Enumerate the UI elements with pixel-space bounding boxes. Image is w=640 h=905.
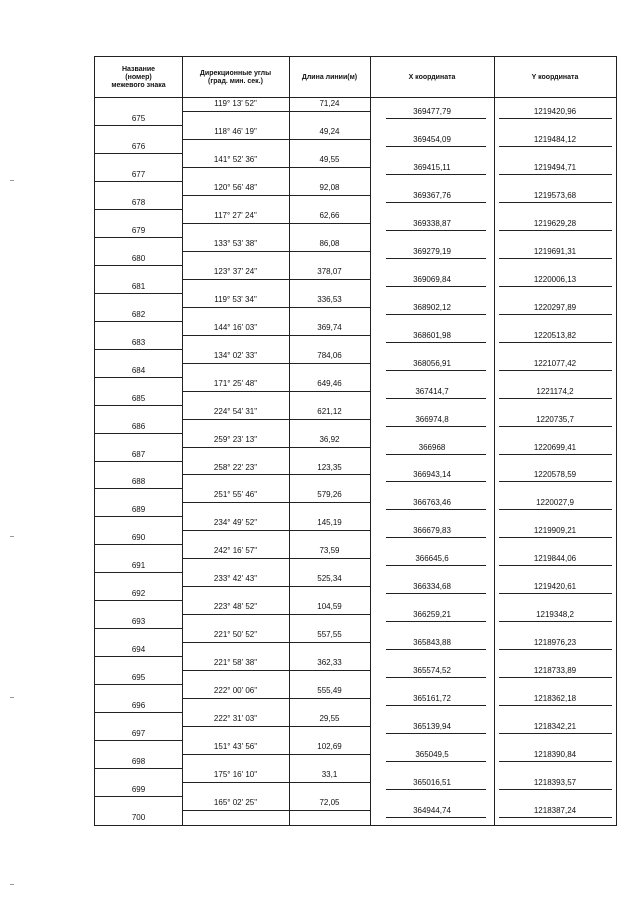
row-divider bbox=[386, 286, 486, 287]
line-length-cell: 49,55 bbox=[319, 154, 340, 164]
y-coordinate-cell: 1218342,21 bbox=[533, 722, 577, 732]
row-divider bbox=[499, 705, 612, 706]
point-name-cell: 700 bbox=[131, 813, 146, 823]
row-divider bbox=[182, 586, 370, 587]
point-name-cell: 675 bbox=[131, 113, 146, 123]
row-divider bbox=[386, 565, 486, 566]
point-name-cell: 691 bbox=[131, 561, 146, 571]
line-length-cell: 525,34 bbox=[317, 574, 342, 584]
row-divider bbox=[499, 258, 612, 259]
direction-angle-cell: 119° 53' 34" bbox=[214, 294, 257, 304]
row-divider bbox=[95, 181, 182, 182]
line-length-cell: 104,59 bbox=[317, 602, 342, 612]
header-direction-angle: Дирекционные углы (град. мин. сек.) bbox=[199, 69, 272, 85]
direction-angle-cell: 259° 23' 13" bbox=[213, 434, 258, 444]
line-length-cell: 86,08 bbox=[319, 238, 340, 248]
row-divider bbox=[386, 817, 486, 818]
row-divider bbox=[95, 572, 182, 573]
row-divider bbox=[499, 426, 612, 427]
y-coordinate-cell: 1219573,68 bbox=[533, 190, 577, 200]
x-coordinate-cell: 369367,76 bbox=[413, 190, 451, 200]
direction-angle-cell: 222° 00' 06" bbox=[213, 686, 258, 696]
y-coordinate-cell: 1219348,2 bbox=[536, 610, 574, 620]
row-divider bbox=[499, 342, 612, 343]
row-divider bbox=[386, 789, 486, 790]
row-divider bbox=[95, 125, 182, 126]
scan-mark bbox=[10, 884, 14, 885]
row-divider bbox=[95, 684, 182, 685]
row-divider bbox=[95, 712, 182, 713]
line-length-cell: 579,26 bbox=[317, 490, 342, 500]
point-name-cell: 681 bbox=[131, 281, 146, 291]
row-divider bbox=[182, 698, 370, 699]
x-coordinate-cell: 369477,79 bbox=[413, 106, 451, 116]
row-divider bbox=[386, 593, 486, 594]
row-divider bbox=[95, 488, 182, 489]
header-x-coordinate: X координата bbox=[408, 73, 456, 81]
row-divider bbox=[499, 118, 612, 119]
y-coordinate-cell: 1220027,9 bbox=[536, 498, 574, 508]
row-divider bbox=[386, 621, 486, 622]
point-name-cell: 682 bbox=[131, 309, 146, 319]
x-coordinate-cell: 366763,46 bbox=[413, 498, 451, 508]
row-divider bbox=[499, 761, 612, 762]
point-name-cell: 693 bbox=[131, 617, 146, 627]
row-divider bbox=[386, 761, 486, 762]
scan-mark bbox=[10, 536, 14, 537]
row-divider bbox=[182, 111, 370, 112]
x-coordinate-cell: 365049,5 bbox=[415, 750, 449, 760]
y-coordinate-cell: 1219909,21 bbox=[533, 526, 577, 536]
point-name-cell: 678 bbox=[131, 197, 146, 207]
row-divider bbox=[386, 258, 486, 259]
row-divider bbox=[499, 677, 612, 678]
point-name-cell: 689 bbox=[131, 505, 146, 515]
direction-angle-cell: 141° 52' 36" bbox=[213, 154, 258, 164]
x-coordinate-cell: 365574,52 bbox=[413, 666, 451, 676]
row-divider bbox=[386, 342, 486, 343]
row-divider bbox=[95, 153, 182, 154]
y-coordinate-cell: 1220513,82 bbox=[533, 330, 577, 340]
y-coordinate-cell: 1220699,41 bbox=[533, 442, 577, 452]
x-coordinate-cell: 365843,88 bbox=[413, 638, 451, 648]
row-divider bbox=[182, 279, 370, 280]
row-divider bbox=[182, 614, 370, 615]
row-divider bbox=[182, 782, 370, 783]
row-divider bbox=[182, 474, 370, 475]
point-name-cell: 676 bbox=[131, 141, 146, 151]
x-coordinate-cell: 369454,09 bbox=[413, 134, 451, 144]
point-name-cell: 683 bbox=[131, 337, 146, 347]
point-name-cell: 698 bbox=[131, 757, 146, 767]
row-divider bbox=[182, 558, 370, 559]
y-coordinate-cell: 1219629,28 bbox=[533, 218, 577, 228]
row-divider bbox=[499, 649, 612, 650]
row-divider bbox=[499, 481, 612, 482]
row-divider bbox=[182, 754, 370, 755]
row-divider bbox=[386, 426, 486, 427]
row-divider bbox=[499, 733, 612, 734]
y-coordinate-cell: 1220578,59 bbox=[533, 470, 577, 480]
row-divider bbox=[95, 433, 182, 434]
line-length-cell: 145,19 bbox=[317, 518, 342, 528]
row-divider bbox=[386, 509, 486, 510]
x-coordinate-cell: 369069,84 bbox=[413, 274, 451, 284]
row-divider bbox=[182, 419, 370, 420]
scan-mark bbox=[10, 697, 14, 698]
point-name-cell: 696 bbox=[131, 701, 146, 711]
scan-mark bbox=[10, 180, 14, 181]
row-divider bbox=[182, 726, 370, 727]
row-divider bbox=[182, 251, 370, 252]
row-divider bbox=[386, 733, 486, 734]
direction-angle-cell: 134° 02' 33" bbox=[213, 350, 258, 360]
row-divider bbox=[182, 139, 370, 140]
direction-angle-cell: 222° 31' 03" bbox=[213, 714, 258, 724]
direction-angle-cell: 144° 16' 03" bbox=[213, 322, 258, 332]
row-divider bbox=[499, 314, 612, 315]
point-name-cell: 685 bbox=[131, 393, 146, 403]
row-divider bbox=[499, 454, 612, 455]
direction-angle-cell: 119° 13' 52" bbox=[214, 99, 257, 108]
header-line-length: Длина линии(м) bbox=[301, 73, 358, 81]
direction-angle-cell: 171° 25' 48" bbox=[213, 378, 258, 388]
row-divider bbox=[182, 335, 370, 336]
direction-angle-cell: 133° 53' 38" bbox=[213, 238, 258, 248]
direction-angle-cell: 118° 46' 19" bbox=[214, 126, 257, 136]
line-length-cell: 71,24 bbox=[319, 99, 340, 108]
y-coordinate-cell: 1221077,42 bbox=[533, 358, 577, 368]
line-length-cell: 378,07 bbox=[317, 266, 342, 276]
x-coordinate-cell: 365139,94 bbox=[413, 722, 451, 732]
y-coordinate-cell: 1220735,7 bbox=[536, 414, 574, 424]
row-divider bbox=[182, 167, 370, 168]
point-name-cell: 679 bbox=[131, 225, 146, 235]
row-divider bbox=[499, 621, 612, 622]
row-divider bbox=[499, 202, 612, 203]
header-point-name: Название (номер) межевого знака bbox=[111, 65, 166, 89]
x-coordinate-cell: 366334,68 bbox=[413, 582, 451, 592]
direction-angle-cell: 221° 58' 38" bbox=[213, 658, 258, 668]
y-coordinate-cell: 1218387,24 bbox=[533, 806, 577, 816]
y-coordinate-cell: 1220297,89 bbox=[533, 302, 577, 312]
row-divider bbox=[499, 230, 612, 231]
x-coordinate-cell: 368902,12 bbox=[413, 302, 451, 312]
direction-angle-cell: 120° 56' 48" bbox=[213, 182, 258, 192]
x-coordinate-cell: 366968 bbox=[418, 442, 446, 452]
row-divider bbox=[182, 223, 370, 224]
table-body bbox=[95, 98, 616, 825]
line-length-cell: 102,69 bbox=[317, 742, 342, 752]
row-divider bbox=[95, 265, 182, 266]
row-divider bbox=[386, 202, 486, 203]
row-divider bbox=[95, 461, 182, 462]
line-length-cell: 362,33 bbox=[317, 658, 342, 668]
point-name-cell: 684 bbox=[131, 365, 146, 375]
table-header bbox=[95, 57, 616, 98]
boundary-coordinates-table bbox=[94, 56, 617, 826]
row-divider bbox=[499, 286, 612, 287]
y-coordinate-cell: 1219494,71 bbox=[533, 162, 577, 172]
row-divider bbox=[182, 195, 370, 196]
x-coordinate-cell: 367414,7 bbox=[415, 386, 449, 396]
direction-angle-cell: 234° 49' 52" bbox=[213, 518, 258, 528]
direction-angle-cell: 258° 22' 23" bbox=[213, 462, 258, 472]
line-length-cell: 73,59 bbox=[319, 546, 340, 556]
row-divider bbox=[95, 377, 182, 378]
row-divider bbox=[386, 370, 486, 371]
x-coordinate-cell: 366679,83 bbox=[413, 526, 451, 536]
row-divider bbox=[182, 642, 370, 643]
y-coordinate-cell: 1218390,84 bbox=[533, 750, 577, 760]
row-divider bbox=[386, 677, 486, 678]
direction-angle-cell: 151° 43' 56" bbox=[213, 742, 258, 752]
row-divider bbox=[95, 321, 182, 322]
y-coordinate-cell: 1219420,96 bbox=[533, 106, 577, 116]
x-coordinate-cell: 364944,74 bbox=[413, 806, 451, 816]
direction-angle-cell: 242° 16' 57" bbox=[213, 546, 258, 556]
row-divider bbox=[95, 628, 182, 629]
x-coordinate-cell: 369415,11 bbox=[413, 162, 451, 172]
line-length-cell: 49,24 bbox=[319, 126, 340, 136]
x-coordinate-cell: 365016,51 bbox=[413, 778, 451, 788]
x-coordinate-cell: 368601,98 bbox=[413, 330, 451, 340]
x-coordinate-cell: 369338,87 bbox=[413, 218, 451, 228]
line-length-cell: 784,06 bbox=[317, 350, 342, 360]
row-divider bbox=[499, 398, 612, 399]
line-length-cell: 29,55 bbox=[319, 714, 340, 724]
row-divider bbox=[386, 174, 486, 175]
row-divider bbox=[386, 118, 486, 119]
y-coordinate-cell: 1221174,2 bbox=[536, 386, 574, 396]
line-length-cell: 123,35 bbox=[317, 462, 342, 472]
line-length-cell: 621,12 bbox=[317, 406, 342, 416]
x-coordinate-cell: 369279,19 bbox=[413, 246, 451, 256]
row-divider bbox=[386, 314, 486, 315]
row-divider bbox=[386, 537, 486, 538]
point-name-cell: 690 bbox=[131, 533, 146, 543]
row-divider bbox=[95, 656, 182, 657]
point-name-cell: 695 bbox=[131, 673, 146, 683]
y-coordinate-cell: 1218733,89 bbox=[533, 666, 577, 676]
row-divider bbox=[95, 349, 182, 350]
direction-angle-cell: 224° 54' 31" bbox=[213, 406, 258, 416]
row-divider bbox=[95, 516, 182, 517]
x-coordinate-cell: 365161,72 bbox=[413, 694, 451, 704]
row-divider bbox=[182, 670, 370, 671]
row-divider bbox=[95, 740, 182, 741]
direction-angle-cell: 223° 48' 52" bbox=[213, 602, 258, 612]
line-length-cell: 555,49 bbox=[317, 686, 342, 696]
row-divider bbox=[95, 293, 182, 294]
row-divider bbox=[182, 307, 370, 308]
point-name-cell: 697 bbox=[131, 729, 146, 739]
x-coordinate-cell: 366645,6 bbox=[415, 554, 449, 564]
y-coordinate-cell: 1218393,57 bbox=[533, 778, 577, 788]
row-divider bbox=[386, 705, 486, 706]
line-length-cell: 649,46 bbox=[317, 378, 342, 388]
line-length-cell: 336,53 bbox=[317, 294, 342, 304]
row-divider bbox=[499, 593, 612, 594]
row-divider bbox=[499, 817, 612, 818]
y-coordinate-cell: 1220006,13 bbox=[533, 274, 577, 284]
y-coordinate-cell: 1219691,31 bbox=[533, 246, 577, 256]
row-divider bbox=[386, 454, 486, 455]
row-divider bbox=[182, 530, 370, 531]
point-name-cell: 680 bbox=[131, 253, 146, 263]
row-divider bbox=[95, 237, 182, 238]
line-length-cell: 72,05 bbox=[319, 798, 340, 808]
direction-angle-cell: 117° 27' 24" bbox=[214, 210, 257, 220]
y-coordinate-cell: 1218976,23 bbox=[533, 638, 577, 648]
line-length-cell: 36,92 bbox=[319, 434, 340, 444]
y-coordinate-cell: 1219484,12 bbox=[533, 134, 577, 144]
line-length-cell: 557,55 bbox=[317, 630, 342, 640]
row-divider bbox=[499, 509, 612, 510]
line-length-cell: 92,08 bbox=[319, 182, 340, 192]
line-length-cell: 33,1 bbox=[321, 770, 338, 780]
row-divider bbox=[182, 363, 370, 364]
x-coordinate-cell: 366943,14 bbox=[413, 470, 451, 480]
row-divider bbox=[182, 447, 370, 448]
line-length-cell: 369,74 bbox=[317, 322, 342, 332]
header-y-coordinate: Y координата bbox=[531, 73, 579, 81]
point-name-cell: 687 bbox=[131, 449, 146, 459]
point-name-cell: 677 bbox=[131, 169, 146, 179]
direction-angle-cell: 175° 16' 10" bbox=[213, 770, 258, 780]
row-divider bbox=[95, 796, 182, 797]
row-divider bbox=[386, 146, 486, 147]
row-divider bbox=[499, 537, 612, 538]
y-coordinate-cell: 1218362,18 bbox=[533, 694, 577, 704]
row-divider bbox=[95, 209, 182, 210]
row-divider bbox=[95, 544, 182, 545]
y-coordinate-cell: 1219420,61 bbox=[533, 582, 577, 592]
point-name-cell: 688 bbox=[131, 477, 146, 487]
row-divider bbox=[499, 565, 612, 566]
point-name-cell: 692 bbox=[131, 589, 146, 599]
direction-angle-cell: 123° 37' 24" bbox=[213, 266, 258, 276]
row-divider bbox=[499, 174, 612, 175]
point-name-cell: 699 bbox=[131, 785, 146, 795]
x-coordinate-cell: 366259,21 bbox=[413, 610, 451, 620]
y-coordinate-cell: 1219844,06 bbox=[533, 554, 577, 564]
row-divider bbox=[95, 405, 182, 406]
row-divider bbox=[499, 370, 612, 371]
row-divider bbox=[182, 502, 370, 503]
direction-angle-cell: 165° 02' 25" bbox=[213, 798, 258, 808]
direction-angle-cell: 251° 55' 46" bbox=[213, 490, 258, 500]
direction-angle-cell: 233° 42' 43" bbox=[213, 574, 258, 584]
direction-angle-cell: 221° 50' 52" bbox=[213, 630, 258, 640]
x-coordinate-cell: 366974,8 bbox=[415, 414, 449, 424]
row-divider bbox=[95, 600, 182, 601]
row-divider bbox=[386, 398, 486, 399]
line-length-cell: 62,66 bbox=[319, 210, 340, 220]
row-divider bbox=[182, 810, 370, 811]
row-divider bbox=[182, 391, 370, 392]
point-name-cell: 694 bbox=[131, 645, 146, 655]
x-coordinate-cell: 368056,91 bbox=[413, 358, 451, 368]
row-divider bbox=[386, 481, 486, 482]
row-divider bbox=[95, 768, 182, 769]
row-divider bbox=[386, 649, 486, 650]
row-divider bbox=[499, 789, 612, 790]
row-divider bbox=[499, 146, 612, 147]
point-name-cell: 686 bbox=[131, 421, 146, 431]
row-divider bbox=[386, 230, 486, 231]
